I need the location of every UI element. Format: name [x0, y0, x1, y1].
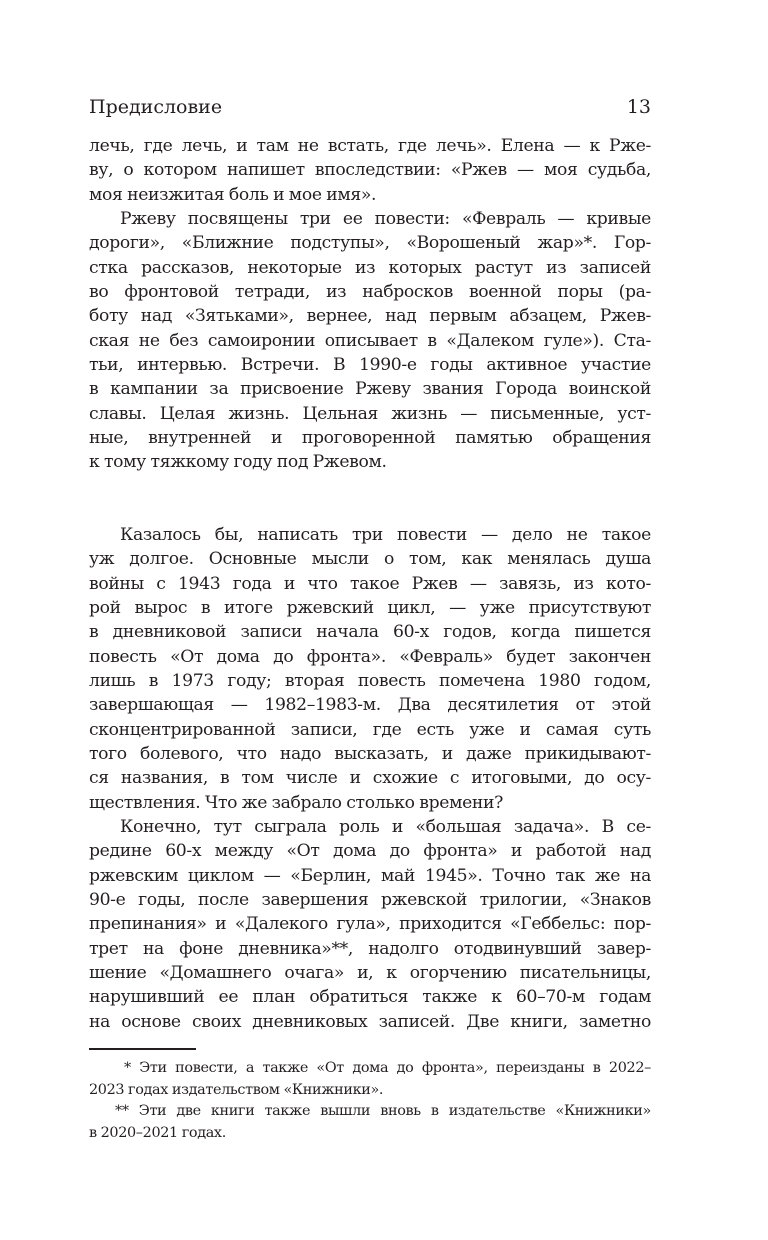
footnote-1-line: 2023 годах издательством «Книжники».: [89, 1081, 384, 1098]
text-line: уж долгое. Основные мысли о том, как менялась душа: [89, 549, 651, 570]
text-line: сконцентрированной записи, где есть уже и самая суть: [89, 719, 651, 740]
text-line: повесть «От дома до фронта». «Февраль» будет закончен: [89, 646, 651, 667]
text-line: шение «Домашнего очага» и, к огорчению писательницы,: [89, 963, 651, 983]
text-line: ные, внутренней и проговоренной памятью обращения: [89, 428, 651, 449]
text-line: славы. Целая жизнь. Цельная жизнь — письменные, уст-: [89, 403, 651, 424]
text-line: лишь в 1973 году; вторая повесть помечена 1980 годом,: [89, 670, 651, 691]
text-line: в дневниковой записи начала 60-х годов, когда пишется: [89, 622, 651, 643]
footnote-divider: [89, 1048, 196, 1050]
footnote-1-line: * Эти повести, а также «От дома до фронта», переизданы в 2022–: [124, 1060, 651, 1076]
paragraph-start-line: Ржеву посвящены три ее повести: «Февраль — кривые: [120, 209, 651, 230]
text-line: завершающая — 1982–1983-м. Два десятилетия от этой: [89, 695, 651, 716]
footnotes: [89, 1058, 651, 1144]
text-line: стка рассказов, некоторые из которых растут из записей: [89, 257, 651, 278]
footnote-2-line: ** Эти две книги также вышли вновь в издательстве «Книжники»: [115, 1103, 651, 1119]
text-line: ская не без самоиронии описывает в «Далеком гуле»). Ста-: [89, 330, 651, 351]
text-line: дороги», «Ближние подступы», «Ворошеный жар»*. Гор-: [89, 233, 651, 254]
text-line: ществления. Что же забрало столько времени?: [89, 792, 504, 813]
text-line: ся названия, в том числе и схожие с итоговыми, до осу-: [89, 768, 651, 789]
text-line: ву, о котором напишет впоследствии: «Ржев — моя судьба,: [89, 160, 651, 181]
running-head: [89, 93, 651, 121]
text-line: в кампании за присвоение Ржеву звания Города воинской: [89, 379, 651, 400]
section-break: [89, 475, 651, 523]
text-line: рой вырос в итоге ржевский цикл, — уже присутствуют: [89, 597, 651, 618]
text-line: к тому тяжкому году под Ржевом.: [89, 452, 387, 473]
text-line: 90-е годы, после завершения ржевской трилогии, «Знаков: [89, 889, 651, 910]
text-line: лечь, где лечь, и там не встать, где лечь». Елена — к Рже-: [89, 136, 651, 156]
text-line: во фронтовой тетради, из набросков военной поры (ра-: [89, 282, 651, 303]
text-line: ржевским циклом — «Берлин, май 1945». Точно так же на: [89, 865, 651, 886]
text-line: редине 60-х между «От дома до фронта» и работой над: [89, 841, 651, 862]
text-line: боту над «Зятьками», вернее, над первым абзацем, Ржев-: [89, 306, 651, 327]
paragraph-start-line: Конечно, тут сыграла роль и «большая задача». В се-: [120, 816, 651, 837]
paragraph-start-line: Казалось бы, написать три повести — дело не такое: [120, 524, 651, 545]
chapter-title: Предисловие: [89, 96, 223, 118]
text-line: нарушивший ее план обратиться также к 60–70-м годам: [89, 987, 651, 1008]
text-line: трет на фоне дневника»**, надолго отодвинувший завер-: [89, 938, 651, 959]
text-line: препинания» и «Далекого гула», приходится «Геббельс: пор-: [89, 914, 651, 935]
footnote-2-line: в 2020–2021 годах.: [89, 1124, 226, 1141]
page-number: 13: [626, 96, 651, 118]
text-line: тьи, интервью. Встречи. В 1990-е годы активное участие: [89, 355, 651, 376]
body-text: [89, 134, 651, 1034]
text-line: моя неизжитая боль и мое имя».: [89, 184, 377, 205]
text-line: на основе своих дневниковых записей. Две книги, заметно: [89, 1011, 651, 1032]
text-line: войны с 1943 года и что такое Ржев — завязь, из кото-: [89, 573, 651, 594]
text-line: того болевого, что надо высказать, и даже прикидывают-: [89, 743, 651, 764]
